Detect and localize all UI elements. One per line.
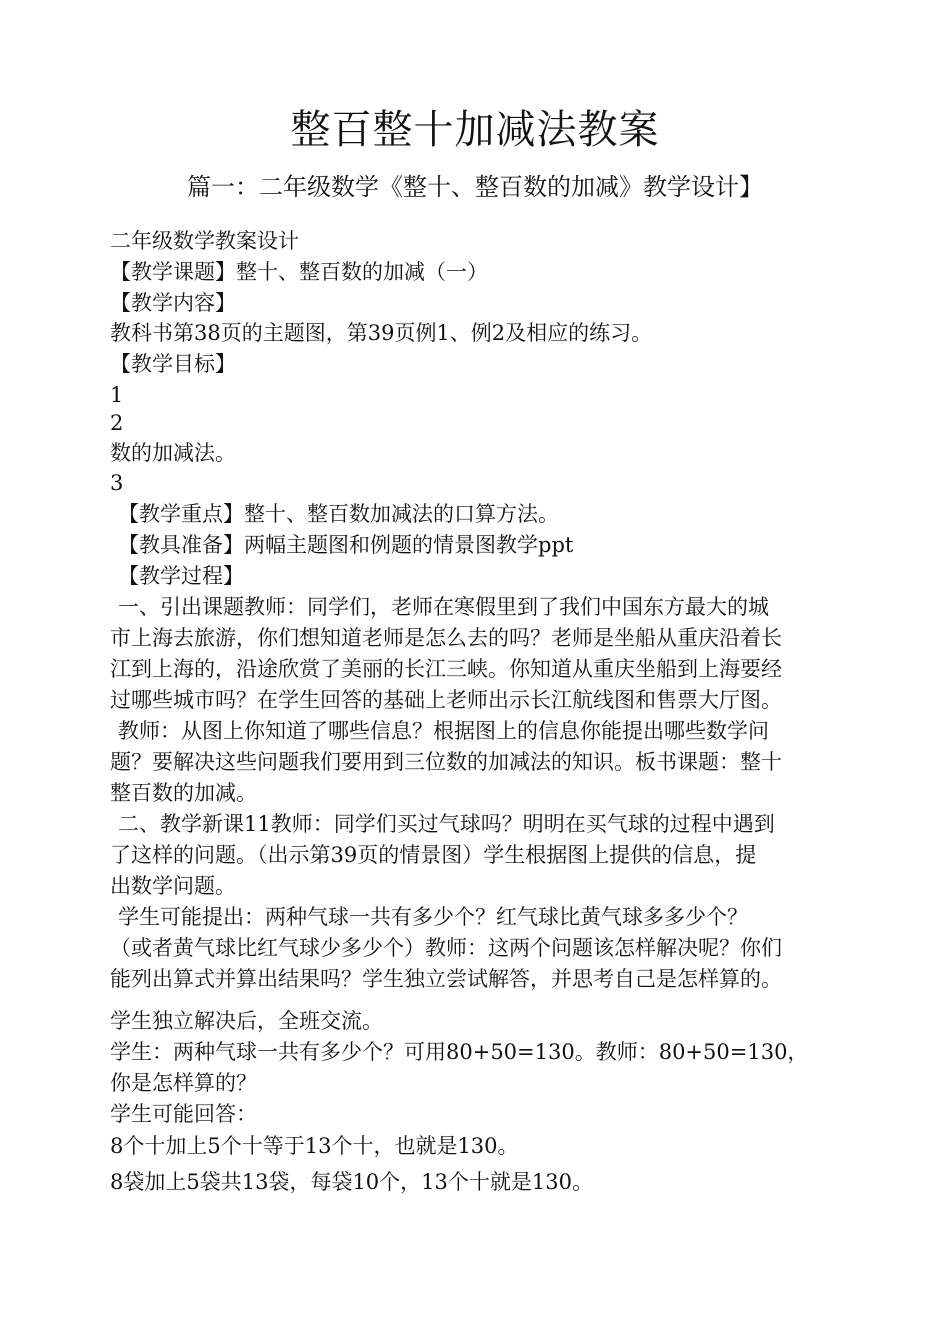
text-line: 【教学过程】	[118, 564, 244, 588]
text-line: （或者黄气球比红气球少多少个）教师：这两个问题该怎样解决呢？你们	[110, 936, 782, 960]
text-line: 你是怎样算的？	[110, 1071, 257, 1095]
document-title: 整百整十加减法教案	[290, 107, 660, 153]
text-line: 二、教学新课11教师：同学们买过气球吗？明明在买气球的过程中遇到	[118, 812, 775, 836]
text-line: 1	[110, 383, 124, 407]
text-line: 市上海去旅游，你们想知道老师是怎么去的吗？老师是坐船从重庆沿着长	[110, 626, 782, 650]
text-line: 学生可能回答：	[110, 1102, 257, 1126]
text-line: 过哪些城市吗？在学生回答的基础上老师出示长江航线图和售票大厅图。	[110, 688, 782, 712]
text-line: 教师：从图上你知道了哪些信息？根据图上的信息你能提出哪些数学问	[118, 719, 769, 743]
text-line: 出数学问题。	[110, 874, 236, 898]
text-line: 教科书第38页的主题图，第39页例1、例2及相应的练习。	[110, 321, 653, 345]
document-subtitle: 篇一：二年级数学《整十、整百数的加减》教学设计】	[187, 173, 763, 201]
text-line: 一、引出课题教师：同学们，老师在寒假里到了我们中国东方最大的城	[118, 595, 769, 619]
text-line: 【教学课题】整十、整百数的加减（一）	[110, 260, 488, 284]
text-line: 8个十加上5个十等于13个十，也就是130。	[110, 1134, 519, 1158]
text-line: 学生：两种气球一共有多少个？可用80+50=130。教师：80+50=130，	[110, 1040, 809, 1064]
text-line: 学生独立解决后，全班交流。	[110, 1009, 383, 1033]
text-line: 【教具准备】两幅主题图和例题的情景图教学ppt	[118, 533, 574, 557]
text-line: 2	[110, 411, 124, 435]
text-line: 【教学目标】	[110, 352, 236, 376]
text-line: 二年级数学教案设计	[110, 229, 299, 253]
text-line: 题？要解决这些问题我们要用到三位数的加减法的知识。板书课题：整十	[110, 750, 782, 774]
text-line: 了这样的问题。（出示第39页的情景图）学生根据图上提供的信息，提	[110, 843, 757, 867]
text-line: 3	[110, 471, 124, 495]
text-line: 数的加减法。	[110, 441, 236, 465]
text-line: 能列出算式并算出结果吗？学生独立尝试解答，并思考自己是怎样算的。	[110, 967, 782, 991]
text-line: 8袋加上5袋共13袋，每袋10个，13个十就是130。	[110, 1170, 593, 1194]
text-line: 学生可能提出：两种气球一共有多少个？红气球比黄气球多多少个？	[118, 905, 748, 929]
text-line: 【教学内容】	[110, 291, 236, 315]
text-line: 【教学重点】整十、整百数加减法的口算方法。	[118, 502, 559, 526]
text-line: 整百数的加减。	[110, 781, 257, 805]
text-line: 江到上海的，沿途欣赏了美丽的长江三峡。你知道从重庆坐船到上海要经	[110, 657, 782, 681]
